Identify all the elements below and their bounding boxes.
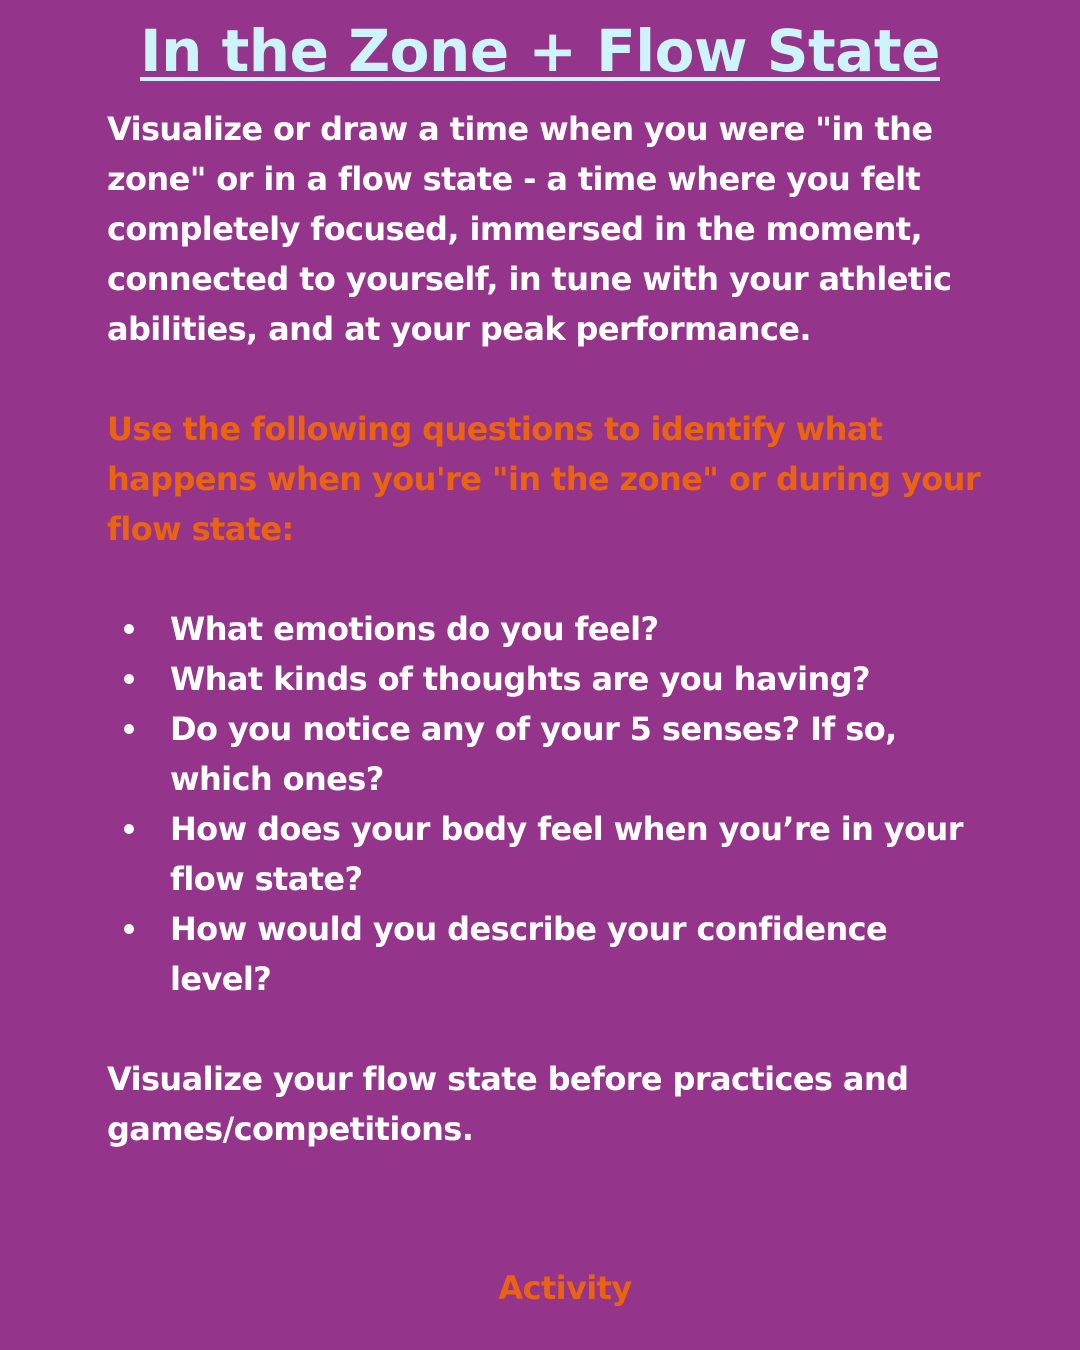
- question-text: What kinds of thoughts are you having?: [170, 660, 870, 698]
- question-text: How would you describe your confidence level?: [170, 910, 888, 998]
- question-item: [170, 654, 987, 704]
- content-body: [107, 104, 987, 1154]
- question-item: [170, 604, 987, 654]
- closing-paragraph: Visualize your flow state before practices and games/competitions.: [107, 1060, 909, 1148]
- question-item: [170, 704, 987, 804]
- question-text: How does your body feel when you’re in your flow state?: [170, 810, 963, 898]
- bullet-icon: [124, 674, 134, 684]
- bullet-icon: [124, 924, 134, 934]
- question-text: What emotions do you feel?: [170, 610, 659, 648]
- bullet-icon: [124, 724, 134, 734]
- intro-paragraph: Visualize or draw a time when you were "in the zone" or in a flow state - a time where you felt completely focused, immersed in the moment, connected to yourself, in tune with your athletic abilities, and at your peak performance.: [107, 110, 952, 348]
- footer-label: Activity: [498, 1269, 632, 1307]
- question-item: [170, 804, 987, 904]
- instruction-prompt: Use the following questions to identify what happens when you're "in the zone" or during your flow state:: [107, 410, 981, 548]
- question-item: [170, 904, 987, 1004]
- question-text: Do you notice any of your 5 senses? If so, which ones?: [170, 710, 897, 798]
- bullet-icon: [124, 824, 134, 834]
- bullet-icon: [124, 624, 134, 634]
- page-title: In the Zone + Flow State: [140, 17, 940, 85]
- question-list: [107, 604, 987, 1004]
